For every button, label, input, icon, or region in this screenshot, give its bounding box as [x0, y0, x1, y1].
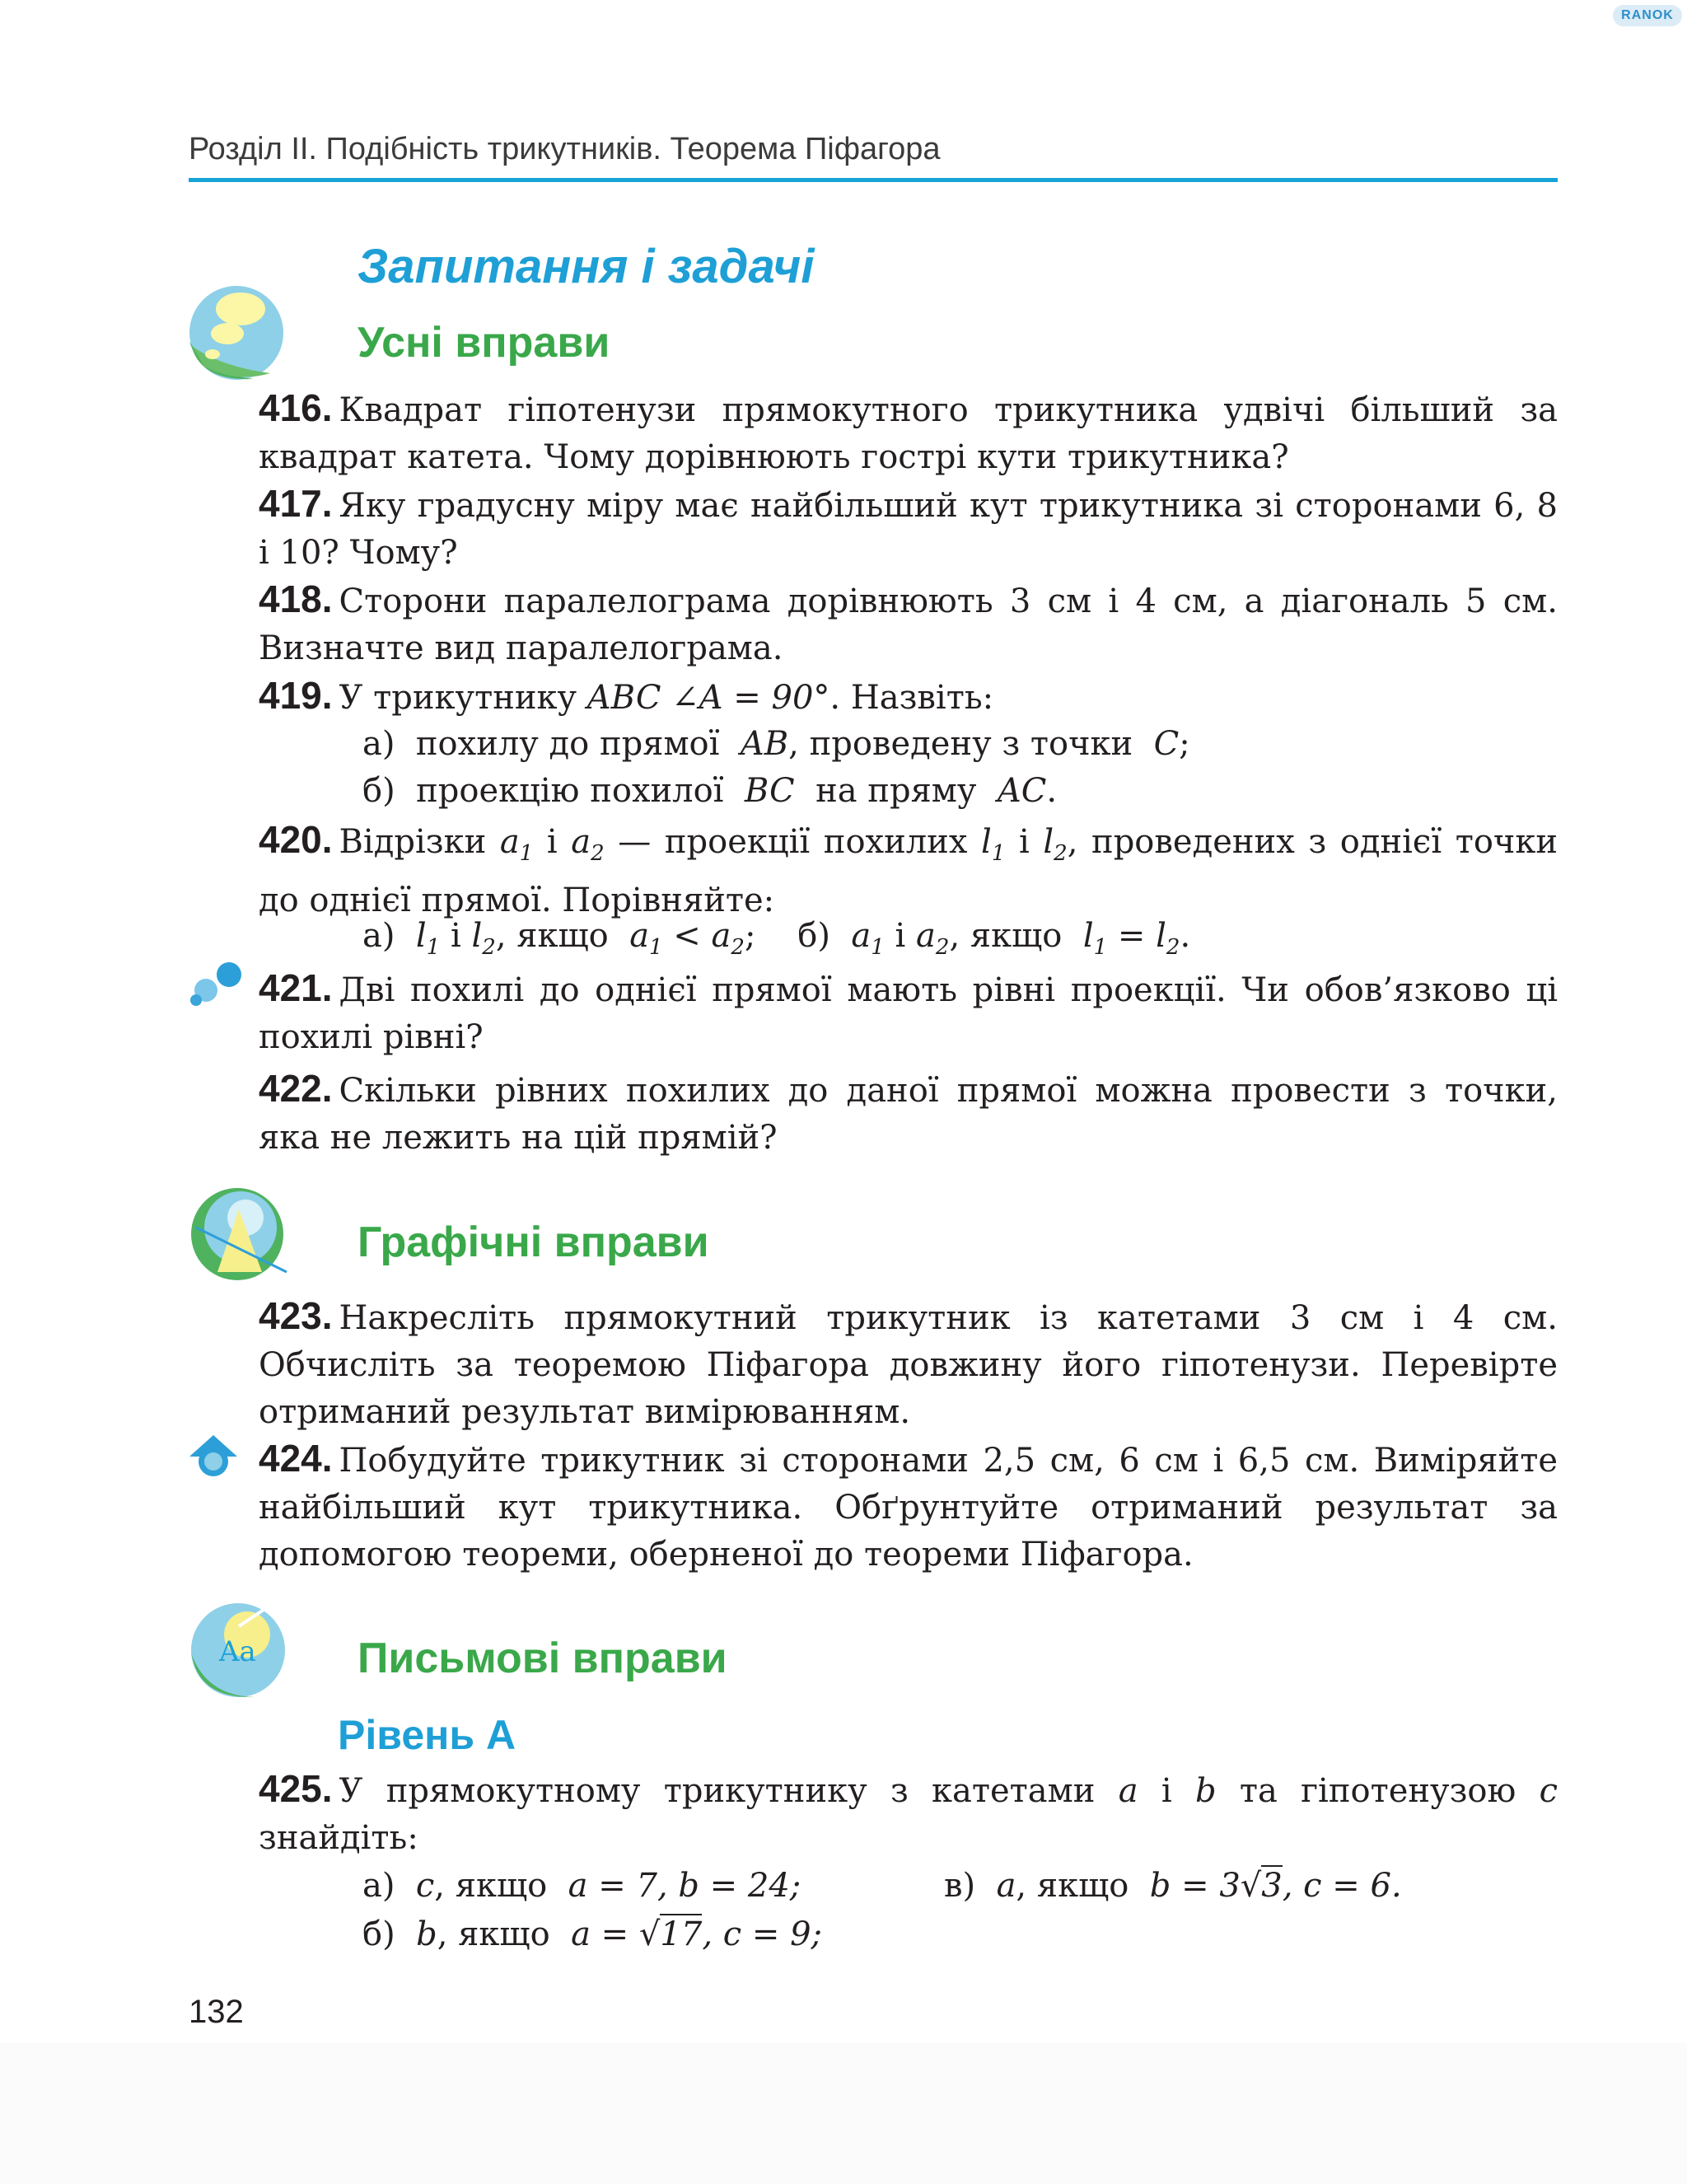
- item-condition: , c = 6.: [1282, 1867, 1402, 1905]
- item-condition: a = 7, b = 24;: [568, 1867, 801, 1905]
- item-text: на пряму: [815, 772, 977, 810]
- problem-text: Яку градусну міру має найбільший кут трикутника зі сторонами 6, 8 і 10? Чому?: [259, 487, 1558, 572]
- segment-name: BC: [744, 772, 795, 810]
- page-number: 132: [189, 1994, 244, 2030]
- publisher-logo: RANOK: [1613, 5, 1682, 26]
- speech-bubble-icon: [188, 284, 285, 381]
- item-label: б): [797, 917, 830, 955]
- triangle-name: ABC: [586, 679, 661, 717]
- item-var: b: [416, 1915, 437, 1953]
- problem-text: знайдіть:: [259, 1819, 418, 1857]
- problem-text: , проведених з однієї точки до однієї прямої. Порівняйте:: [259, 823, 1558, 919]
- item-text: проекцію похилої: [416, 772, 724, 810]
- item-text: , якщо: [1016, 1867, 1129, 1905]
- problem-text: Скільки рівних похилих до даної прямої можна провести з точки, яка не лежить на цій прямій?: [259, 1072, 1558, 1157]
- math-l1: $l_1$: [415, 917, 441, 960]
- problem-number: 417.: [259, 482, 333, 525]
- item-label: б): [362, 772, 395, 810]
- problem-number: 425.: [259, 1767, 333, 1810]
- item-text: , якщо: [949, 917, 1063, 955]
- problem-text: Квадрат гіпотенузи прямокутного трикутника удвічі більший за квадрат катета. Чому дорівнюють гострі кути трикутника?: [259, 391, 1558, 476]
- problem-424: [259, 1436, 1558, 1578]
- problem-text: Дві похилі до однієї прямої мають рівні проекції. Чи обов’язково ці похилі рівні?: [259, 971, 1558, 1056]
- problem-text: і: [546, 823, 558, 861]
- written-exercises-heading: Письмові вправи: [357, 1634, 727, 1682]
- item-label: б): [362, 1915, 395, 1953]
- problem-number: 419.: [259, 674, 333, 717]
- problem-text: і: [1018, 823, 1030, 861]
- item-label: в): [944, 1867, 976, 1905]
- item-text: і: [895, 917, 906, 955]
- problem-number: 421.: [259, 966, 333, 1009]
- math-l2: $l_2$: [1043, 823, 1068, 866]
- problem-418: [259, 577, 1558, 672]
- problem-420-items: а) $l_1$ і $l_2$, якщо $a_1 < a_2$; б) $a_1$ і $a_2$, якщо $l_1 = l_2$.: [362, 917, 1191, 960]
- point-name: C: [1153, 725, 1180, 763]
- item-condition: , c = 9;: [702, 1915, 823, 1953]
- problem-419-item-a: [362, 721, 1190, 768]
- problem-421: [259, 966, 1558, 1061]
- math-a1: $a_1$: [499, 823, 534, 866]
- problem-425: [259, 1766, 1558, 1862]
- item-text: .: [1046, 772, 1058, 810]
- problem-text: Відрізки: [339, 823, 487, 861]
- item-text: і: [450, 917, 461, 955]
- letters-aa-icon: [189, 1602, 287, 1699]
- var-b: b: [1194, 1772, 1217, 1810]
- item-text: , проведену з точки: [788, 725, 1133, 763]
- problem-text: У трикутнику: [339, 679, 577, 717]
- problem-text: Побудуйте трикутник зі сторонами 2,5 см, 6 см і 6,5 см. Виміряйте найбільший кут трикутника. Обґрунтуйте отриманий результат за допомогою теореми, оберненої до теореми Піфагора.: [259, 1442, 1558, 1574]
- house-arrow-icon: [188, 1433, 239, 1480]
- item-var: a: [996, 1867, 1016, 1905]
- svg-text:Aa: Aa: [219, 1635, 256, 1668]
- item-condition: b = 3: [1149, 1867, 1241, 1905]
- radicand: 3: [1261, 1867, 1283, 1905]
- line-name: AB: [740, 725, 789, 763]
- problem-number: 424.: [259, 1437, 333, 1480]
- problem-425-item-c: [944, 1863, 1402, 1910]
- item-text: , якщо: [495, 917, 609, 955]
- problem-423: [259, 1293, 1558, 1436]
- problem-number: 418.: [259, 578, 333, 620]
- math-l2: $l_2$: [471, 917, 496, 960]
- problem-number: 422.: [259, 1067, 333, 1110]
- var-c: c: [1539, 1772, 1558, 1810]
- var-a: a: [1118, 1772, 1138, 1810]
- problem-text: У прямокутному трикутнику з катетами: [339, 1772, 1096, 1810]
- sqrt-sign: √: [638, 1915, 661, 1953]
- item-condition: a =: [571, 1915, 629, 1953]
- problem-number: 420.: [259, 818, 333, 861]
- math-a1-lt-a2: $a_1 < a_2$: [629, 917, 745, 960]
- item-text: похилу до прямої: [415, 725, 720, 763]
- problem-text: та гіпотенузою: [1239, 1772, 1516, 1810]
- oral-exercises-heading: Усні вправи: [357, 319, 610, 367]
- page-shade: [0, 2043, 1687, 2184]
- bubbles-icon: [189, 961, 244, 1010]
- problem-text: Накресліть прямокутний трикутник із катетами 3 см і 4 см. Обчисліть за теоремою Піфагора довжину його гіпотенузи. Перевірте отриманий результат вимірюванням.: [259, 1299, 1558, 1431]
- item-text: , якщо: [437, 1915, 550, 1953]
- problem-419-item-b: [362, 768, 1057, 815]
- math-l1: $l_1$: [981, 823, 1006, 866]
- problem-text: Сторони паралелограма дорівнюють 3 см і 4 см, а діагональ 5 см. Визначте вид паралелограма.: [259, 582, 1558, 667]
- problem-420: [259, 817, 1558, 924]
- problem-417: [259, 481, 1558, 577]
- item-label: а): [362, 725, 395, 763]
- section-title: Запитання і задачі: [357, 240, 815, 293]
- running-header: Розділ II. Подібність трикутників. Теорема Піфагора: [189, 132, 941, 166]
- angle-condition: ∠A = 90°: [671, 679, 830, 717]
- problem-number: 416.: [259, 386, 333, 429]
- graphic-exercises-heading: Графічні вправи: [357, 1218, 709, 1266]
- problem-text: . Назвіть:: [829, 679, 994, 717]
- problem-425-item-a: [362, 1863, 801, 1910]
- problem-text: — проекції похилих: [618, 823, 968, 861]
- problem-number: 423.: [259, 1294, 333, 1337]
- header-divider: [189, 178, 1558, 182]
- level-a-heading: Рівень А: [338, 1712, 516, 1758]
- radicand: 17: [660, 1915, 703, 1953]
- sqrt-sign: √: [1240, 1867, 1262, 1905]
- problem-425-item-b: [362, 1911, 822, 1958]
- math-l1-eq-l2: $l_1 = l_2$: [1082, 917, 1180, 960]
- problem-text: і: [1161, 1772, 1172, 1810]
- problem-422: [259, 1066, 1558, 1162]
- item-text: , якщо: [434, 1867, 548, 1905]
- item-label: а): [362, 917, 395, 955]
- problem-419: [259, 673, 1558, 722]
- item-var: c: [415, 1867, 435, 1905]
- problem-416: [259, 386, 1558, 481]
- math-a2: $a_2$: [916, 917, 950, 960]
- item-label: а): [362, 1867, 395, 1905]
- line-name: AC: [997, 772, 1047, 810]
- math-a1: $a_1$: [851, 917, 885, 960]
- triangle-compass-icon: [188, 1186, 288, 1284]
- item-text: ;: [1179, 725, 1190, 763]
- math-a2: $a_2$: [571, 823, 605, 866]
